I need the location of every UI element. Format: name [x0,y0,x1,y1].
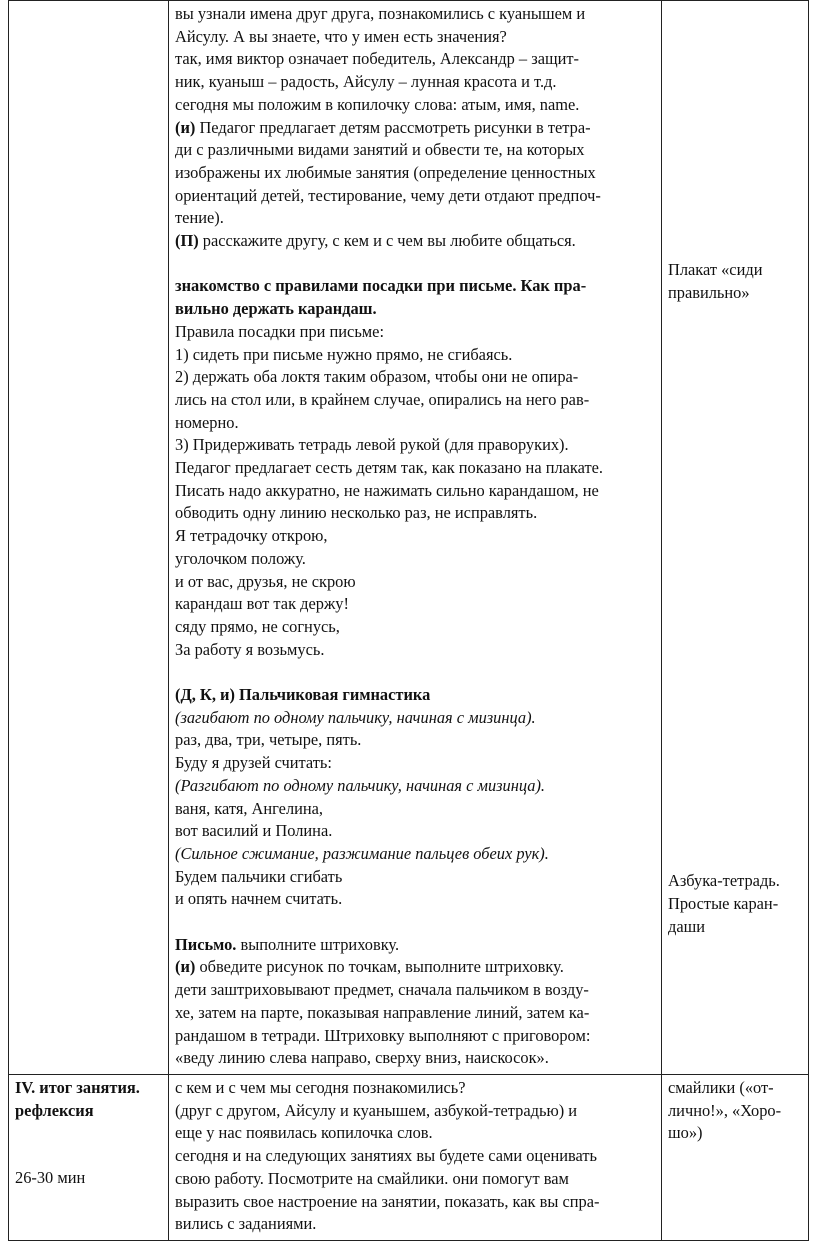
text-line: «веду линию слева направо, сверху вниз, наискосок». [175,1048,549,1068]
resource-line: Плакат «сиди [668,260,763,279]
gym-line: ваня, катя, Ангелина, [175,798,324,818]
resource-line: правильно» [668,282,750,302]
text-line: сегодня и на следующих занятиях вы будете сами оценивать [175,1146,598,1166]
activity-cell [169,1,662,1075]
writing-instruction [175,956,655,979]
role-marker: (и) [175,957,196,977]
teacher-instruction [175,117,655,140]
text-line: Писать надо аккуратно, не нажимать сильно карандашом, не [175,480,599,500]
resources-cell [662,1,809,1075]
gym-line: Буду я друзей считать: [175,753,332,773]
text-line: хе, затем на парте, показывая направление линий, затем ка- [175,1002,590,1022]
poem-line: и от вас, друзья, не скрою [175,571,356,591]
text-line: Правила посадки при письме: [175,321,384,341]
text-line: вились с заданиями. [175,1214,317,1234]
section-heading: вильно держать карандаш. [175,299,377,319]
section-heading: знакомство с правилами посадки при письме. Как пра- [175,276,587,296]
gym-line: Будем пальчики сгибать [175,866,343,886]
text-line: еще у нас появилась копилочка слов. [175,1123,433,1143]
poem-line: За работу я возьмусь. [175,639,325,659]
text-line: Айсулу. А вы знаете, что у имен есть значения? [175,26,507,46]
stage-cell [9,1,169,1075]
text-line: 2) держать оба локтя таким образом, чтобы они не опира- [175,367,579,387]
table-row [9,1075,809,1241]
text-line: изображены их любимые занятия (определение ценностных [175,162,596,182]
writing-task [175,934,655,957]
pair-instruction [175,230,655,253]
role-marker: (и) [175,117,196,137]
text-line: выразить свое настроение на занятии, показать, как вы спра- [175,1191,600,1211]
text-line: 3) Придерживать тетрадь левой рукой (для праворуких). [175,435,569,455]
text-line: ник, куаныш – радость, Айсулу – лунная красота и т.д. [175,72,557,92]
stage-time: 26-30 мин [15,1168,86,1188]
resource-line: смайлики («от- [668,1078,774,1097]
resource-line: Простые каран- [668,894,779,914]
text-line: рандашом в тетради. Штриховку выполняют с приговором: [175,1025,591,1045]
text-line: так, имя виктор означает победитель, Александр – защит- [175,49,579,69]
gym-line: (загибают по одному пальчику, начиная с мизинца). [175,707,536,727]
poem-line: уголочком положу. [175,548,306,568]
gym-line: вот василий и Полина. [175,821,333,841]
lesson-plan-table [8,0,809,1241]
text-line: 1) сидеть при письме нужно прямо, не сгибаясь. [175,344,513,364]
text-line: вы узнали имена друг друга, познакомились с куанышем и [175,4,586,23]
gym-line: (Сильное сжимание, разжимание пальцев обеих рук). [175,843,549,863]
text-fragment: Педагог предлагает детям рассмотреть рисунки в тетра- [195,117,591,137]
text-line: с кем и с чем мы сегодня познакомились? [175,1078,466,1097]
activity-cell [169,1075,662,1241]
gym-line: (Разгибают по одному пальчику, начиная с мизинца). [175,775,546,795]
text-fragment: обведите рисунок по точкам, выполните штриховку. [195,957,564,977]
gym-line: и опять начнем считать. [175,889,343,909]
text-line: обводить одну линию несколько раз, не исправлять. [175,503,538,523]
poem-line: Я тетрадочку открою, [175,526,328,546]
text-line: дети заштриховывают предмет, сначала пальчиком в возду- [175,980,589,1000]
table-row [9,1,809,1075]
text-line: ди с различными видами занятий и обвести те, на которых [175,140,585,160]
role-marker: (П) [175,231,199,251]
resources-cell [662,1075,809,1241]
poem-line: карандаш вот так держу! [175,594,349,614]
section-heading: (Д, К, и) Пальчиковая гимнастика [175,685,431,705]
text-line: лись на стол или, в крайнем случае, опирались на него рав- [175,389,590,409]
stage-title: рефлексия [15,1100,94,1120]
resource-line: лично!», «Хоро- [668,1100,782,1120]
text-fragment: выполните штриховку. [236,934,400,954]
poem-line: сяду прямо, не согнусь, [175,616,340,636]
text-line: ориентаций детей, тестирование, чему дети отдают предпоч- [175,185,601,205]
text-line: (друг с другом, Айсулу и куанышем, азбукой-тетрадью) и [175,1100,578,1120]
resource-line: даши [668,916,706,936]
text-line: тение). [175,208,224,228]
stage-title: IV. итог занятия. [15,1078,140,1097]
text-line: Педагог предлагает сесть детям так, как показано на плакате. [175,458,604,478]
resource-line: шо») [668,1123,703,1143]
text-fragment: расскажите другу, с кем и с чем вы любите общаться. [198,231,576,251]
text-line: сегодня мы положим в копилочку слова: атым, имя, name. [175,94,580,114]
text-line: свою работу. Посмотрите на смайлики. они помогут вам [175,1168,569,1188]
gym-line: раз, два, три, четыре, пять. [175,730,362,750]
section-heading: Письмо. [175,934,237,954]
resource-line: Азбука-тетрадь. [668,871,780,891]
stage-cell [9,1075,169,1241]
text-line: номерно. [175,412,239,432]
